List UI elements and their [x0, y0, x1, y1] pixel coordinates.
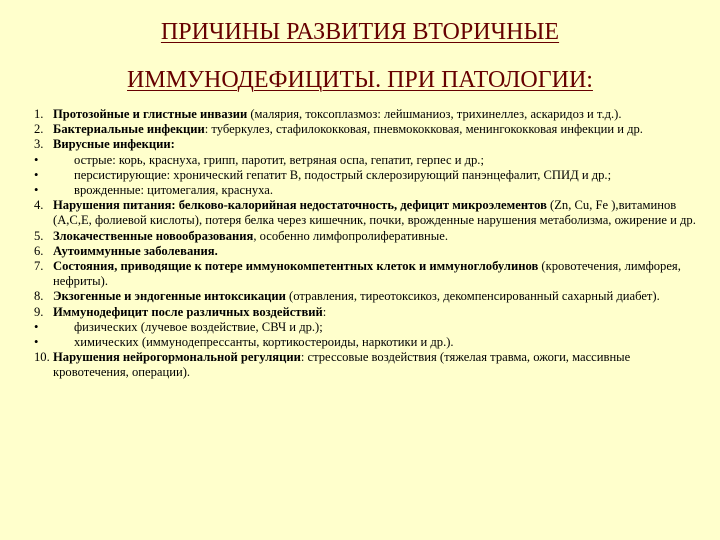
item-number: 4.: [34, 198, 44, 213]
list-item: [34, 183, 696, 198]
list-item: [34, 198, 696, 228]
item-heading: Нарушения питания: белково-калорийная недостаточность, дефицит микроэлементов: [53, 198, 547, 213]
list-item: [34, 153, 696, 168]
list-item: [34, 168, 696, 183]
item-text: острые: корь, краснуха, грипп, паротит, ветряная оспа, гепатит, герпес и др.;: [74, 152, 484, 167]
list-item: [34, 350, 696, 380]
item-text: , особенно лимфопролиферативные.: [253, 228, 448, 243]
item-number: 5.: [34, 228, 44, 243]
title-line-1: ПРИЧИНЫ РАЗВИТИЯ ВТОРИЧНЫЕ: [160, 19, 560, 45]
item-number: 10.: [34, 350, 50, 365]
item-number: 9.: [34, 304, 44, 319]
list-item: [34, 229, 696, 244]
item-text: : туберкулез, стафилококковая, пневмококковая, менингококковая инфекции и др.: [204, 122, 643, 137]
item-text: (Zn, Cu, Fe ),витаминов (А,С,Е, фолиевой кислоты), потеря белка через кишечник, почки, врожденные нарушения метаболизма, ожирение и др.: [53, 198, 696, 228]
list-item: [34, 107, 696, 122]
list-item: [34, 335, 696, 350]
bullet: •: [34, 319, 39, 334]
item-number: 8.: [34, 289, 44, 304]
list-item: [34, 137, 696, 152]
item-heading: Вирусные инфекции:: [53, 137, 175, 152]
bullet: •: [34, 335, 39, 350]
item-number: 6.: [34, 243, 44, 258]
bullet: •: [34, 167, 39, 182]
item-text: (малярия, токсоплазмоз: лейшманиоз, трихинеллез, аскаридоз и т.д.).: [247, 107, 622, 121]
list-item: [34, 259, 696, 289]
item-text: химических (иммунодепрессанты, кортикостероиды, наркотики и др.).: [74, 335, 454, 350]
item-number: 3.: [34, 137, 44, 152]
item-heading: Протозойные и глистные инвазии: [53, 107, 248, 121]
item-text: физических (лучевое воздействие, СВЧ и др.);: [74, 319, 323, 334]
list-item: [34, 244, 696, 259]
item-heading: Иммунодефицит после различных воздействий: [53, 304, 323, 319]
causes-list: [34, 107, 696, 381]
item-heading: Злокачественные новообразования: [53, 228, 254, 243]
item-heading: Аутоиммунные заболевания.: [53, 243, 218, 258]
item-number: 7.: [34, 259, 44, 274]
item-text: врожденные: цитомегалия, краснуха.: [74, 183, 274, 198]
item-number: 2.: [34, 122, 44, 137]
item-number: 1.: [34, 107, 44, 121]
slide-title: [0, 8, 720, 104]
item-heading: Состояния, приводящие к потере иммунокомпетентных клеток и иммуноглобулинов: [53, 259, 539, 274]
item-heading: Экзогенные и эндогенные интоксикации: [53, 289, 286, 304]
item-heading: Бактериальные инфекции: [53, 122, 205, 137]
item-text: (кровотечения, лимфорея, нефриты).: [53, 259, 681, 289]
list-item: [34, 289, 696, 304]
title-line-2: ИММУНОДЕФИЦИТЫ. ПРИ ПАТОЛОГИИ:: [127, 67, 593, 93]
list-item: [34, 122, 696, 137]
list-item: [34, 320, 696, 335]
item-text: :: [322, 304, 327, 319]
item-text: : стрессовые воздействия (тяжелая травма, ожоги, массивные кровотечения, операции).: [53, 350, 631, 380]
item-text: (отравления, тиреотоксикоз, декомпенсированный сахарный диабет).: [285, 289, 660, 304]
bullet: •: [34, 183, 39, 198]
item-heading: Нарушения нейрогормональной регуляции: [53, 350, 301, 365]
list-item: [34, 305, 696, 320]
item-text: персистирующие: хронический гепатит В, подострый склерозирующий панэнцефалит, СПИД и др.;: [74, 167, 612, 182]
bullet: •: [34, 152, 39, 167]
